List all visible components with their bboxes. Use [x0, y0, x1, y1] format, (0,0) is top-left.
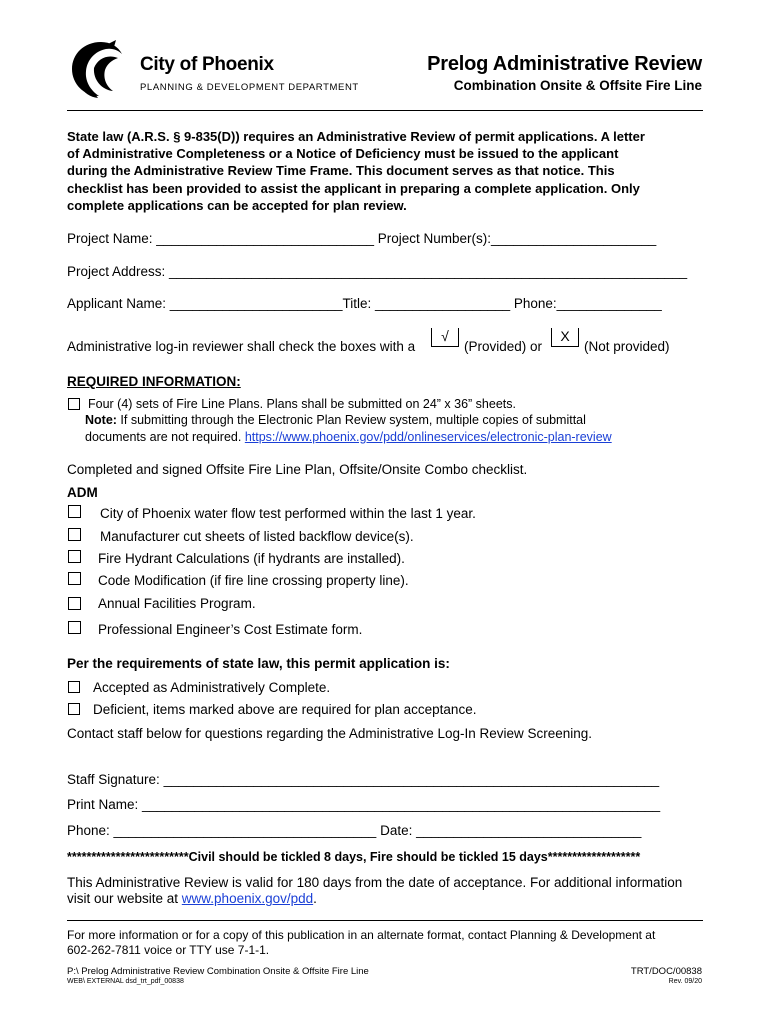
hydrant-calculations-item: Fire Hydrant Calculations (if hydrants are installed). [98, 551, 405, 566]
validity-website [67, 891, 317, 906]
logo-name: City of Phoenix [140, 54, 274, 75]
project-name-field[interactable]: Project Name: _____________________________ Project Number(s):______________________ [67, 231, 657, 246]
adm-label: ADM [67, 485, 98, 500]
cost-estimate-item: Professional Engineer’s Cost Estimate form. [98, 622, 363, 637]
checkbox-code-modification[interactable] [68, 572, 81, 585]
footer-info: For more information or for a copy of this publication in an alternate format, contact Planning & Development at [67, 928, 656, 942]
status-heading: Per the requirements of state law, this permit application is: [67, 656, 450, 671]
intro-line: checklist has been provided to assist the applicant in preparing a complete application. Only [67, 180, 640, 196]
water-flow-test-item: City of Phoenix water flow test performed within the last 1 year. [100, 506, 476, 521]
not-provided-mark-box: X [551, 328, 579, 347]
fire-line-plans-item: Four (4) sets of Fire Line Plans. Plans shall be submitted on 24” x 36” sheets. [88, 397, 516, 411]
checkbox-annual-facilities[interactable] [68, 597, 81, 610]
document-subtitle: Combination Onsite & Offsite Fire Line [453, 78, 702, 93]
footer-divider [67, 920, 703, 921]
checkbox-water-flow-test[interactable] [68, 505, 81, 518]
applicant-field[interactable]: Applicant Name: _______________________Title: __________________ Phone:______________ [67, 296, 662, 311]
footer-doc-id: TRT/DOC/00838 [630, 966, 702, 977]
validity-suffix: . [313, 891, 317, 906]
note-text: If submitting through the Electronic Plan Review system, multiple copies of submittal [116, 413, 586, 427]
logo-department: PLANNING & DEVELOPMENT DEPARTMENT [140, 82, 359, 93]
checkbox-cost-estimate[interactable] [68, 621, 81, 634]
not-provided-label: (Not provided) [584, 339, 670, 354]
annual-facilities-item: Annual Facilities Program. [98, 596, 256, 611]
accepted-option: Accepted as Administratively Complete. [93, 680, 331, 695]
footer-info-2: 602-262-7811 voice or TTY use 7-1-1. [67, 943, 270, 957]
footer-revision: Rev. 09/20 [668, 978, 702, 985]
intro-line: complete applications can be accepted for plan review. [67, 197, 407, 213]
tickle-notice: *************************Civil should be tickled 8 days, Fire should be tickled 15 days******************* [67, 850, 641, 864]
checkbox-accepted[interactable] [68, 681, 80, 693]
required-heading: REQUIRED INFORMATION: [67, 374, 241, 389]
note-label: Note: [85, 413, 117, 427]
provided-label: (Provided) or [464, 339, 543, 354]
intro-paragraph [67, 128, 707, 214]
intro-line: during the Administrative Review Time Frame. This document serves as that notice. This [67, 163, 615, 179]
backflow-cut-sheets-item: Manufacturer cut sheets of listed backflow device(s). [100, 529, 414, 544]
submittal-note [85, 413, 586, 427]
note-text-2: documents are not required. [85, 430, 245, 444]
completed-checklist-text: Completed and signed Offsite Fire Line Plan, Offsite/Onsite Combo checklist. [67, 462, 528, 477]
phoenix-logo-icon [66, 38, 136, 100]
deficient-option: Deficient, items marked above are required for plan acceptance. [93, 702, 477, 717]
checkbox-backflow-cut-sheets[interactable] [68, 528, 81, 541]
phone-date-field[interactable]: Phone: ___________________________________ Date: ______________________________ [67, 823, 642, 838]
validity-prefix: visit our website at [67, 891, 182, 906]
print-name-field[interactable]: Print Name: _____________________________________________________________________ [67, 797, 661, 812]
checkbox-fire-line-plans[interactable] [68, 398, 80, 410]
validity-text: This Administrative Review is valid for 180 days from the date of acceptance. For additional information [67, 875, 683, 890]
footer-path: P:\ Prelog Administrative Review Combination Onsite & Offsite Fire Line [67, 966, 369, 977]
electronic-plan-review-link[interactable]: https://www.phoenix.gov/pdd/onlineservices/electronic-plan-review [244, 430, 612, 444]
submittal-note-2 [85, 430, 612, 444]
contact-staff-text: Contact staff below for questions regarding the Administrative Log-In Review Screening. [67, 726, 593, 741]
provided-mark-box: √ [431, 328, 459, 347]
footer-web: WEB\ EXTERNAL dsd_trt_pdf_00838 [67, 978, 184, 985]
staff-signature-field[interactable]: Staff Signature: __________________________________________________________________ [67, 772, 660, 787]
document-title: Prelog Administrative Review [427, 53, 702, 75]
pdd-website-link[interactable]: www.phoenix.gov/pdd [181, 891, 314, 906]
intro-line: State law (A.R.S. § 9-835(D)) requires an Administrative Review of permit applications. A letter [67, 129, 645, 144]
code-modification-item: Code Modification (if fire line crossing property line). [98, 573, 409, 588]
checkbox-hydrant-calculations[interactable] [68, 550, 81, 563]
header-divider [67, 110, 703, 111]
checkbox-deficient[interactable] [68, 703, 80, 715]
intro-line: of Administrative Completeness or a Notice of Deficiency must be issued to the applicant [67, 146, 619, 162]
reviewer-instruction: Administrative log-in reviewer shall check the boxes with a [67, 339, 416, 354]
project-address-field[interactable]: Project Address: _____________________________________________________________________ [67, 264, 688, 279]
